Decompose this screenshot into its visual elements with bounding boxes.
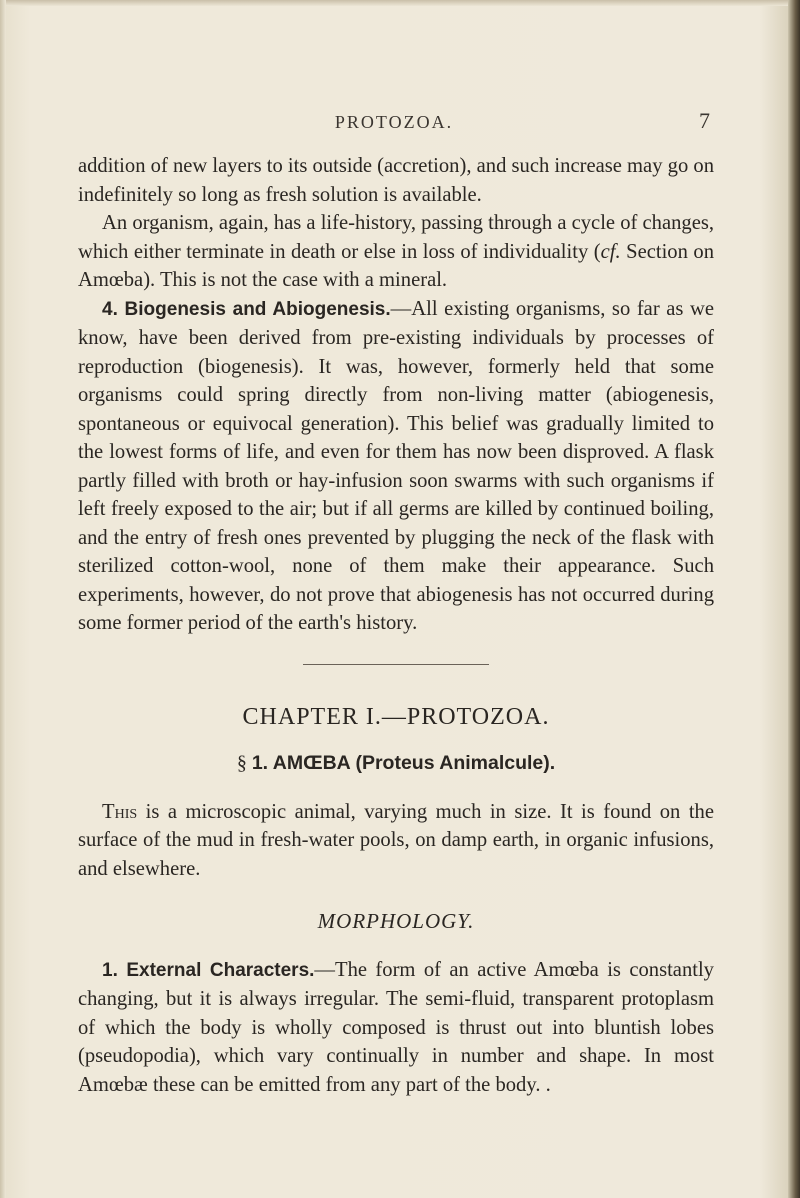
- page-top-edge: [0, 0, 800, 6]
- page-body: [78, 152, 714, 1099]
- section-heading: [78, 749, 714, 778]
- intro-text: is a microscopic animal, varying much in size. It is found on the surface of the mud in fresh-water pools, on damp earth, in organic infusions, and elsewhere.: [78, 800, 714, 880]
- running-head: PROTOZOA.: [334, 112, 454, 132]
- biogenesis-text: —All existing organisms, so far as we know, have been derived from pre-existing individuals by processes of reproduction (biogenesis). It was, however, formerly held that some organisms could spring directly from non-living matter (abiogenesis, spontaneous or equivocal generation). This belief was gradually limited to the lowest forms of life, and even for them has now been disproved. A flask partly filled with broth or hay-infusion soon swarms with such organisms if left freely exposed to the air; but if all germs are killed by continued boiling, and the entry of fresh ones prevented by plugging the neck of the flask with sterilized cotton-wool, none of them make their appearance. Such experiments, however, do not prove that abiogenesis has not occurred during some former period of the earth's history.: [78, 297, 714, 634]
- paragraph-life-history: [78, 209, 714, 295]
- page-left-edge: [0, 0, 6, 1198]
- book-spine-shadow: [788, 0, 800, 1198]
- page-header: [78, 108, 710, 142]
- external-characters-heading: 1. External Characters.: [102, 959, 315, 981]
- chapter-title: CHAPTER I.—PROTOZOA.: [242, 703, 550, 730]
- section-mark: §: [236, 752, 247, 774]
- life-history-text-a: An organism, again, has a life-history, passing through a cycle of changes, which either terminate in death or else in loss of individuality (: [78, 212, 714, 263]
- paragraph-amoeba-intro: [78, 798, 714, 884]
- cf-abbreviation: cf.: [600, 240, 621, 263]
- paragraph-accretion-text: addition of new layers to its outside (accretion), and such increase may go on indefinitely so long as fresh solution is available.: [78, 155, 714, 206]
- life-history-text-b: Section on Amœba). This is not the case with a mineral.: [78, 240, 714, 291]
- section-title: 1. AMŒBA (Proteus Animalcule).: [251, 752, 556, 774]
- paragraph-external-characters: [78, 956, 714, 1100]
- page-number: 7: [699, 108, 710, 133]
- paragraph-accretion: [78, 152, 714, 209]
- morphology-subheading: MORPHOLOGY.: [317, 909, 475, 933]
- paragraph-biogenesis: [78, 295, 714, 638]
- biogenesis-heading: 4. Biogenesis and Abiogenesis.: [102, 298, 391, 320]
- intro-lead-word: This: [102, 800, 138, 823]
- external-characters-text: —The form of an active Amœba is constantly changing, but it is always irregular. The semi-fluid, transparent protoplasm of which the body is wholly composed is thrust out into bluntish lobes (pseudopodia), which vary continually in number and shape. In most Amœbæ these can be emitted from any part of the body. .: [78, 958, 714, 1096]
- section-divider: [303, 664, 489, 665]
